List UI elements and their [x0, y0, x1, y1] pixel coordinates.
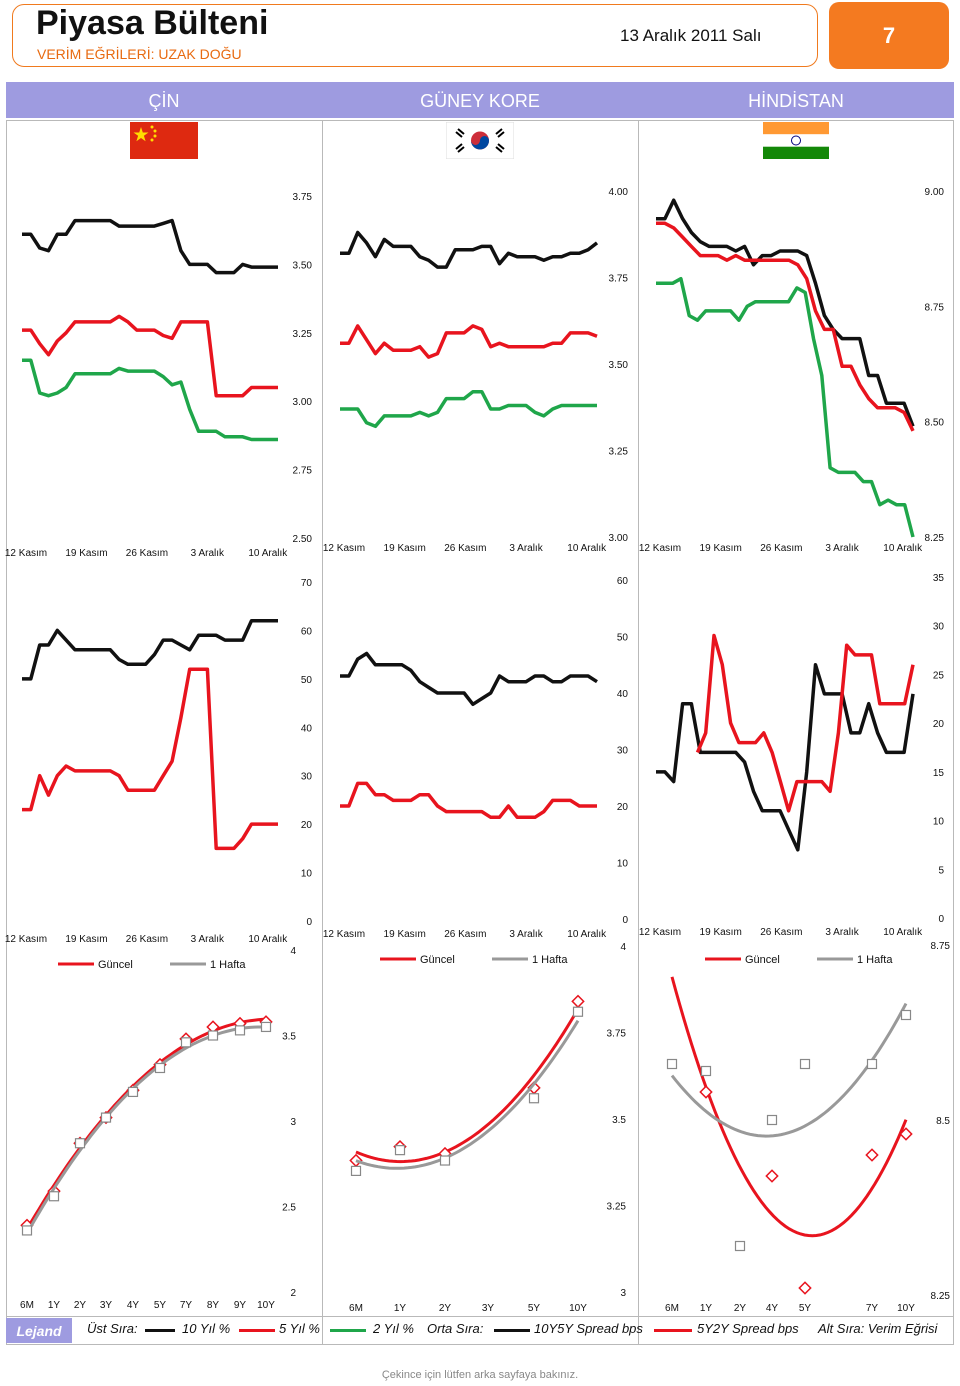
curve-point-week: [574, 1007, 583, 1016]
y-tick-label: 4: [290, 946, 296, 957]
y-tick-label: 0: [306, 917, 312, 928]
y-tick-label: 30: [300, 771, 312, 783]
x-tick-label: 26 Kasım: [444, 929, 487, 940]
legend-current-label: Güncel: [98, 959, 133, 971]
y-tick-label: 3.5: [612, 1115, 626, 1126]
x-tick-label: 3Y: [99, 1300, 113, 1311]
x-tick-label: 10 Aralık: [883, 543, 923, 554]
y-tick-label: 25: [932, 670, 944, 682]
y-tick-label: 20: [932, 719, 944, 731]
y-tick-label: 3.00: [608, 533, 628, 544]
legend-week-label: 1 Hafta: [857, 954, 893, 966]
series-line-5-y-l-: [656, 223, 913, 431]
curve-point-week: [209, 1031, 218, 1040]
x-tick-label: 7Y: [865, 1303, 879, 1314]
curve-point-current: [799, 1282, 810, 1293]
x-tick-label: 19 Kasım: [65, 934, 108, 945]
footer-note: Çekince için lütfen arka sayfaya bakınız.: [381, 1369, 579, 1381]
x-tick-label: 26 Kasım: [444, 543, 487, 554]
curve-point-week: [530, 1094, 539, 1103]
series-line-2-y-l-: [340, 392, 597, 427]
legend-5y: 5 Yıl %: [279, 1321, 320, 1336]
y-tick-label: 60: [616, 576, 628, 587]
x-tick-label: 1Y: [393, 1303, 407, 1314]
y-tick-label: 0: [622, 915, 628, 926]
y-tick-label: 40: [300, 723, 312, 735]
legend-top-row: Üst Sıra:: [87, 1321, 138, 1336]
series-line-5y2y-spread-bps: [340, 783, 597, 817]
curve-point-week: [262, 1022, 271, 1031]
legend-week-label: 1 Hafta: [210, 959, 246, 971]
curve-point-week: [236, 1026, 245, 1035]
column-title-korea: GÜNEY KORE: [420, 91, 540, 111]
y-tick-label: 8.5: [936, 1116, 950, 1127]
curve-point-current: [866, 1149, 877, 1160]
x-tick-label: 26 Kasım: [125, 548, 169, 559]
curve-point-week: [129, 1087, 138, 1096]
curve-point-week: [23, 1226, 32, 1235]
x-tick-label: 5Y: [798, 1303, 812, 1314]
x-tick-label: 7Y: [179, 1300, 193, 1311]
y-tick-label: 8.50: [924, 417, 944, 429]
curve-point-week: [801, 1060, 810, 1069]
y-tick-label: 20: [300, 820, 312, 832]
series-line-5y2y-spread-bps: [22, 669, 278, 848]
y-tick-label: 10: [300, 868, 312, 880]
y-tick-label: 3.50: [608, 360, 628, 371]
series-line-2-y-l-: [656, 279, 913, 537]
x-tick-label: 3 Aralık: [825, 927, 859, 938]
x-tick-label: 3 Aralık: [190, 934, 225, 945]
series-line-10y5y-spread-bps: [22, 621, 278, 679]
x-tick-label: 12 Kasım: [638, 543, 682, 554]
curve-point-week: [182, 1038, 191, 1047]
x-tick-label: 3 Aralık: [190, 548, 225, 559]
y-tick-label: 4: [620, 942, 626, 953]
x-tick-label: 19 Kasım: [383, 543, 426, 554]
series-line-5-y-l-: [22, 316, 278, 395]
y-tick-label: 30: [616, 745, 628, 757]
y-tick-label: 2: [290, 1288, 296, 1299]
x-tick-label: 10 Aralık: [248, 548, 288, 559]
x-tick-label: 19 Kasım: [383, 929, 426, 940]
y-tick-label: 9.00: [924, 187, 944, 198]
curve-point-week: [868, 1060, 877, 1069]
x-tick-label: 19 Kasım: [699, 927, 742, 938]
x-tick-label: 3Y: [481, 1303, 495, 1314]
y-tick-label: 2.75: [292, 465, 312, 477]
x-tick-label: 2Y: [733, 1303, 747, 1314]
legend-swatch-2y: [330, 1329, 366, 1332]
y-tick-label: 40: [616, 689, 628, 700]
legend-middle-row: Orta Sıra:: [427, 1321, 484, 1336]
curve-point-week: [396, 1146, 405, 1155]
x-tick-label: 10Y: [257, 1300, 275, 1311]
y-tick-label: 8.75: [924, 302, 944, 314]
series-line-10-y-l-: [340, 233, 597, 268]
legend-2y: 2 Yıl %: [373, 1321, 414, 1336]
legend-current-label: Güncel: [745, 954, 780, 966]
y-tick-label: 3: [290, 1117, 296, 1128]
x-tick-label: 19 Kasım: [65, 548, 108, 559]
y-tick-label: 0: [938, 914, 944, 925]
curve-point-week: [352, 1166, 361, 1175]
report-date: 13 Aralık 2011 Salı: [620, 26, 762, 45]
series-line-2-y-l-: [22, 360, 278, 439]
curve-point-week: [156, 1063, 165, 1072]
x-tick-label: 9Y: [233, 1300, 247, 1311]
legend-bottom-row: Alt Sıra: Verim Eğrisi: [818, 1321, 938, 1336]
x-tick-label: 6M: [665, 1303, 679, 1314]
y-tick-label: 35: [932, 573, 944, 584]
curve-fit-week: [27, 1027, 266, 1233]
series-line-10-y-l-: [22, 221, 278, 273]
y-tick-label: 3.25: [606, 1201, 626, 1213]
y-tick-label: 2.50: [292, 534, 312, 545]
x-tick-label: 3 Aralık: [509, 543, 543, 554]
curve-point-week: [902, 1011, 911, 1020]
x-tick-label: 10 Aralık: [248, 934, 288, 945]
curve-point-week: [50, 1192, 59, 1201]
x-tick-label: 10 Aralık: [883, 927, 923, 938]
x-tick-label: 1Y: [47, 1300, 61, 1311]
x-tick-label: 3 Aralık: [509, 929, 543, 940]
y-tick-label: 50: [616, 632, 628, 644]
series-line-10y5y-spread-bps: [656, 665, 913, 850]
curve-fit-week: [356, 1021, 578, 1169]
y-tick-label: 8.75: [930, 941, 950, 952]
x-tick-label: 3 Aralık: [825, 543, 859, 554]
legend-week-label: 1 Hafta: [532, 954, 568, 966]
y-tick-label: 10: [616, 858, 628, 870]
legend-current-label: Güncel: [420, 954, 455, 966]
curve-point-week: [768, 1116, 777, 1125]
y-tick-label: 15: [932, 767, 944, 779]
x-tick-label: 5Y: [527, 1303, 541, 1314]
curve-fit-current: [356, 1009, 578, 1162]
column-title-china: ÇİN: [148, 91, 180, 111]
y-tick-label: 8.25: [924, 533, 944, 544]
y-tick-label: 5: [938, 865, 944, 877]
y-tick-label: 3.75: [292, 192, 312, 203]
column-title-india: HİNDİSTAN: [748, 91, 844, 111]
curve-point-week: [441, 1156, 450, 1165]
series-line-5-y-l-: [340, 326, 597, 357]
y-tick-label: 10: [932, 816, 944, 828]
y-tick-label: 3.25: [608, 446, 628, 458]
page-subtitle: VERİM EĞRİLERİ: UZAK DOĞU: [37, 46, 242, 62]
curve-fit-current: [27, 1019, 266, 1229]
y-tick-label: 60: [300, 626, 312, 638]
x-tick-label: 10 Aralık: [567, 543, 607, 554]
y-tick-label: 8.25: [930, 1291, 950, 1302]
x-tick-label: 10 Aralık: [567, 929, 607, 940]
x-tick-label: 1Y: [699, 1303, 713, 1314]
x-tick-label: 2Y: [73, 1300, 87, 1311]
y-tick-label: 4.00: [608, 187, 628, 198]
x-tick-label: 8Y: [206, 1300, 220, 1311]
x-tick-label: 26 Kasım: [760, 543, 803, 554]
series-line-10-y-l-: [656, 200, 913, 426]
curve-point-week: [668, 1060, 677, 1069]
x-tick-label: 5Y: [153, 1300, 167, 1311]
legend-swatch-10y: [145, 1329, 175, 1332]
curve-point-week: [702, 1067, 711, 1076]
curve-point-week: [736, 1242, 745, 1251]
x-tick-label: 4Y: [765, 1303, 779, 1314]
curve-point-week: [102, 1113, 111, 1122]
curve-fit-current: [672, 977, 906, 1236]
legend-spread-short: 5Y2Y Spread bps: [697, 1321, 799, 1336]
x-tick-label: 4Y: [126, 1300, 140, 1311]
y-tick-label: 3.75: [606, 1028, 626, 1040]
y-tick-label: 3.75: [608, 273, 628, 285]
x-tick-label: 26 Kasım: [760, 927, 803, 938]
legend-swatch-spread-short: [654, 1329, 692, 1332]
x-tick-label: 12 Kasım: [322, 543, 366, 554]
legend-swatch-spread-long: [494, 1329, 530, 1332]
y-tick-label: 70: [300, 578, 312, 589]
y-tick-label: 3: [620, 1288, 626, 1299]
y-tick-label: 3.25: [292, 328, 312, 340]
curve-point-current: [766, 1170, 777, 1181]
legend-title: Lejand: [6, 1318, 72, 1343]
y-tick-label: 3.50: [292, 260, 312, 272]
curve-point-current: [572, 996, 583, 1007]
x-tick-label: 10Y: [569, 1303, 587, 1314]
y-tick-label: 3.00: [292, 397, 312, 409]
x-tick-label: 26 Kasım: [125, 934, 169, 945]
y-tick-label: 20: [616, 802, 628, 813]
x-tick-label: 12 Kasım: [322, 929, 366, 940]
x-tick-label: 2Y: [438, 1303, 452, 1314]
x-tick-label: 10Y: [897, 1303, 915, 1314]
x-tick-label: 12 Kasım: [4, 934, 48, 945]
x-tick-label: 6M: [349, 1303, 363, 1314]
legend-spread-long: 10Y5Y Spread bps: [534, 1321, 643, 1336]
page-title: Piyasa Bülteni: [36, 4, 269, 42]
series-line-10y5y-spread-bps: [340, 654, 597, 705]
y-tick-label: 3.5: [282, 1031, 296, 1043]
legend-10y: 10 Yıl %: [182, 1321, 231, 1336]
legend-swatch-5y: [239, 1329, 275, 1332]
y-tick-label: 2.5: [282, 1202, 296, 1214]
y-tick-label: 50: [300, 674, 312, 686]
curve-point-week: [76, 1139, 85, 1148]
x-tick-label: 12 Kasım: [638, 927, 682, 938]
x-tick-label: 12 Kasım: [4, 548, 48, 559]
x-tick-label: 19 Kasım: [699, 543, 742, 554]
page-number-badge: 7: [829, 2, 949, 69]
y-tick-label: 30: [932, 621, 944, 633]
x-tick-label: 6M: [20, 1300, 34, 1311]
